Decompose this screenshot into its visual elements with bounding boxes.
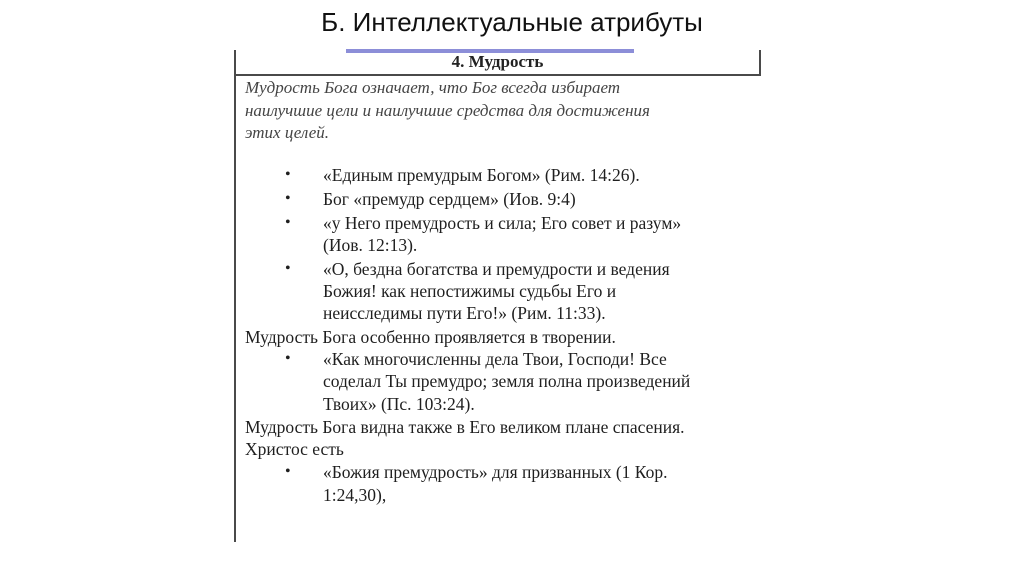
bullet-text: Божия! как непостижимы судьбы Его и	[323, 281, 617, 301]
bullet-dot: •	[285, 260, 291, 277]
bullet-text: «Божия премудрость» для призванных (1 Кор.	[323, 462, 668, 482]
bullet-text: «у Него премудрость и сила; Его совет и разум»	[323, 213, 682, 233]
bullet-text: «Единым премудрым Богом» (Рим. 14:26).	[323, 165, 640, 185]
bullet-dot: •	[285, 166, 291, 183]
definition-line: этих целей.	[245, 123, 330, 142]
slide-title: Б. Интеллектуальные атрибуты	[321, 7, 703, 37]
scanned-document	[234, 50, 761, 542]
section-heading: 4. Мудрость	[451, 52, 544, 71]
bullet-dot: •	[285, 190, 291, 207]
definition-line: Мудрость Бога означает, что Бог всегда избирает	[245, 78, 621, 97]
bullet-text: «Как многочисленны дела Твои, Господи! Все	[323, 349, 667, 369]
bullet-dot: •	[285, 463, 291, 480]
bullet-dot: •	[285, 214, 291, 231]
document-left-border	[234, 50, 236, 542]
bullet-text: 1:24,30),	[323, 485, 387, 505]
bullet-text: «О, бездна богатства и премудрости и ведения	[323, 259, 670, 279]
paragraph-salvation: Христос есть	[245, 439, 344, 459]
bullet-text: неисследимы пути Его!» (Рим. 11:33).	[323, 303, 606, 323]
paragraph-salvation: Мудрость Бога видна также в Его великом плане спасения.	[245, 417, 685, 437]
definition-paragraph	[245, 77, 745, 145]
definition-line: наилучшие цели и наилучшие средства для достижения	[245, 100, 650, 120]
paragraph-creation: Мудрость Бога особенно проявляется в творении.	[245, 327, 616, 347]
bullet-text: Бог «премудр сердцем» (Иов. 9:4)	[323, 189, 576, 209]
bullet-dot: •	[285, 350, 291, 367]
heading-divider	[234, 74, 761, 76]
bullet-text: Твоих» (Пс. 103:24).	[323, 394, 475, 414]
bullet-text: соделал Ты премудро; земля полна произведений	[323, 371, 691, 391]
bullet-text: (Иов. 12:13).	[323, 235, 418, 255]
